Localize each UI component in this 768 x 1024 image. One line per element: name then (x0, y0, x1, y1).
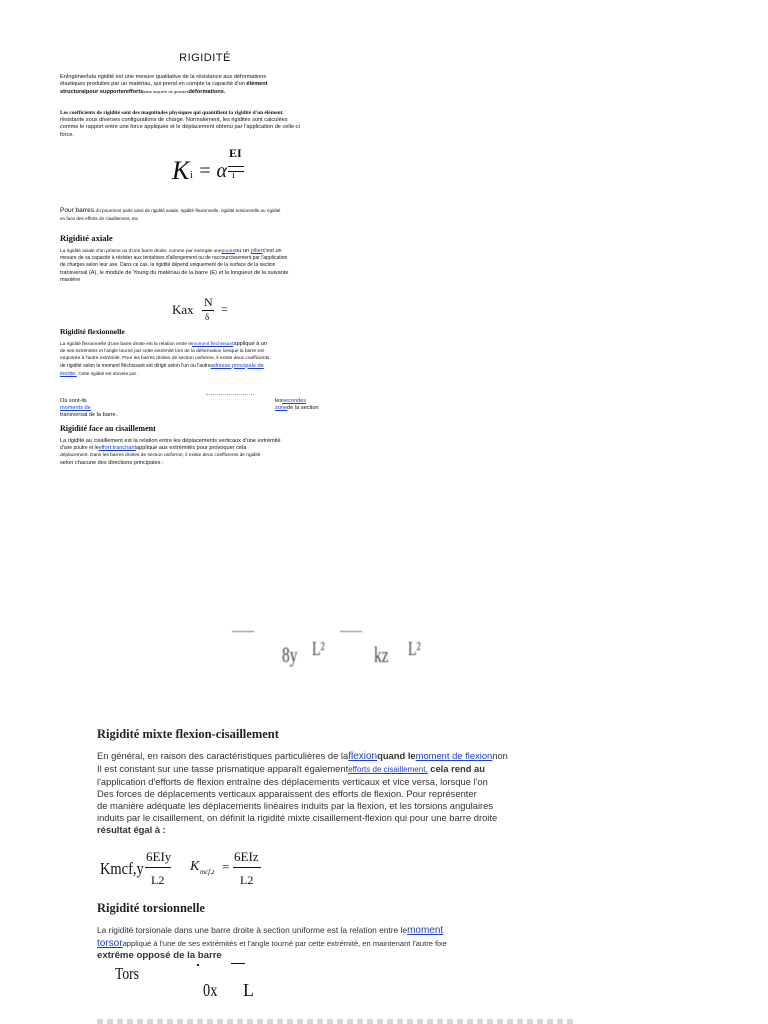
mixte-formula-1-num: 6EIy (146, 849, 172, 864)
ou-sont-right-2: zonede la section (275, 405, 319, 412)
coefficients-paragraph (60, 110, 350, 139)
page-title: RIGIDITÉ (179, 52, 231, 64)
axiale-formula (172, 294, 242, 324)
link-torsor[interactable]: torsor (97, 938, 123, 949)
mixte-formula-1-left: Kmcf,y (100, 859, 144, 878)
ou-sont-right (275, 398, 345, 412)
intro-line-3: structuralpour supportereffortssans acquérir de grandesdéformations. (60, 89, 226, 96)
torsionnelle-line-3: extrême opposé de la barre (97, 950, 222, 961)
heading-mixte: Rigidité mixte flexion-cisaillement (97, 727, 279, 741)
axiale-line-5: manière (60, 276, 81, 283)
intro-line-2: élastiques produites par un matériau, qui prend en compte la capacité d'un élément (60, 81, 268, 88)
shear-formula-dash-1 (232, 631, 254, 632)
cisaillement-line-3: déplacement. Dans les barres droites de section uniforme, il existe deux coefficients de rigidité (60, 453, 261, 459)
ou-sont-left-2 (60, 405, 180, 412)
mixte-line-5: de manière adéquate les déplacements linéaires induits par la flexion, et les torsions angulaires (97, 800, 494, 811)
link-moments-de[interactable]: moments de (60, 405, 91, 412)
axiale-formula-num: N (204, 295, 213, 309)
ou-sont-left (60, 398, 180, 420)
ou-sont-right-1: lessecondes (275, 398, 307, 404)
intro-paragraph (60, 74, 348, 97)
mixte-formula-2-k: K (190, 859, 200, 874)
heading-axiale: Rigidité axiale (60, 233, 113, 243)
barres-line-2: en face des efforts de cisaillement, etc. (60, 216, 140, 222)
mixte-formula-1 (100, 846, 190, 892)
link-pilier[interactable]: pilier (250, 248, 263, 254)
mixte-formula-2 (190, 846, 280, 892)
mixte-formula-1-den: L2 (151, 873, 165, 887)
torsionnelle-line-2: torsorappliqué à l'une de ses extrémités et l'angle tourné par cette extrémité, en maintenant l'autre fixe (97, 938, 447, 949)
flexionnelle-line-4: de rigidité selon le moment fléchissant est dirigé selon l'un ou l'autreadresse principale de (60, 362, 264, 369)
cisaillement-line-2: d'une poutre et leeffort tranchantappliqué aux extrémités pour provoquer cela (60, 445, 247, 452)
link-poutre[interactable]: poutre (221, 249, 236, 254)
torsion-formula-dot (197, 964, 199, 966)
coefficients-line-4: force. (60, 131, 74, 138)
axiale-formula-bar (202, 310, 214, 311)
flexionnelle-line-1: La rigidité flexionnelle d'une barre droite est la relation entre lemoment fléchissantappliqué à un (60, 341, 268, 347)
flexionnelle-line-5: inertie. Cette rigidité est donnée par : (60, 370, 139, 377)
heading-cisaillement: Rigidité face au cisaillement (60, 424, 156, 433)
axiale-line-2: mesure de sa capacité à résister aux tentatives d'allongement ou de raccourcissement par l'application (60, 255, 288, 262)
mixte-paragraph (97, 750, 587, 836)
link-moment-flechissant[interactable]: moment fléchissant (192, 342, 234, 347)
torsionnelle-paragraph (97, 924, 587, 962)
shear-formula-dash-2 (340, 631, 362, 632)
link-moment-de-flexion[interactable]: moment de flexion (415, 750, 493, 761)
torsion-formula-den: L (243, 980, 254, 1000)
mixte-formula-2-sub: mcf,z (200, 868, 215, 876)
axiale-formula-left: Kax (172, 302, 194, 317)
coefficients-line-3: comme le rapport entre une force appliquée et le déplacement obtenu par l'application de celle-ci (60, 124, 300, 131)
shear-formula-a: 8y (282, 642, 298, 667)
link-flexion[interactable]: flexion (348, 751, 378, 762)
main-formula-eq: = α (198, 160, 227, 182)
link-inertie[interactable]: inertie. (60, 370, 77, 377)
shear-formula-d: L² (408, 638, 421, 660)
shear-formula-c: kz (374, 642, 389, 667)
heading-torsionnelle: Rigidité torsionnelle (97, 901, 205, 915)
ou-sont-left-1: Où sont-ils (60, 398, 87, 404)
shear-formula-image (232, 628, 432, 688)
coefficients-line-1: Les coefficients de rigidité sont des magnitudes physiques qui quantifient la rigidité d'un élément. (60, 110, 284, 116)
ou-sont-left-3: transversal de la barre. (60, 412, 118, 419)
axiale-line-1: La rigidité axiale d'un prisme ou d'une barre droite, comme par exemple unepoutreou un pilierc'est un (60, 248, 282, 254)
mixte-line-7: résultat égal à : (97, 824, 166, 835)
main-formula-k: K (172, 156, 190, 185)
axiale-paragraph (60, 248, 350, 284)
shear-formula-b: L² (312, 638, 325, 660)
intro-line-1: Enİngénierİela rigidité est une mesure qualitative de la résistance aux déformations (60, 74, 267, 80)
mixte-formula-2-bar (233, 867, 261, 868)
coefficients-line-2: résistante sous diverses configurations de charge. Normalement, les rigidités sont calculées (60, 117, 288, 124)
mixte-line-3: l'application d'efforts de flexion entraîne des déplacements verticaux et vice versa, lorsque l'on (97, 776, 488, 787)
mixte-formula-2-den: L2 (240, 873, 254, 887)
mixte-line-6: induits par le cisaillement, on définit la rigidité mixte cisaillement-flexion qui pour une barre droite (97, 812, 498, 823)
main-formula (172, 146, 252, 186)
main-formula-sub: i (190, 170, 193, 181)
barres-paragraph (60, 207, 350, 222)
link-adresse-principale[interactable]: adresse principale de (210, 362, 264, 369)
mixte-formula-2-num: 6EIz (234, 849, 259, 864)
main-formula-frac-top: EI (229, 146, 242, 160)
mixte-line-4: Des forces de déplacements verticaux apparaissent des efforts de flexion. Pour représenter (97, 788, 477, 799)
torsion-formula-left: Tors (115, 964, 139, 983)
cutoff-text-line (97, 1019, 577, 1024)
torsion-formula-bar (231, 963, 245, 964)
flexionnelle-line-3: empotrée à l'autre extrémité. Pour les barres droites de section uniforme, il existe deux coefficients. (60, 356, 271, 362)
mixte-line-1: En général, en raison des caractéristiques particulières de laflexionquand lemoment de flexionnon (97, 750, 508, 762)
link-moment[interactable]: moment (407, 925, 444, 936)
heading-flexionnelle: Rigidité flexionnelle (60, 327, 125, 336)
cisaillement-paragraph (60, 438, 350, 467)
link-zone[interactable]: zone (275, 405, 288, 412)
cisaillement-line-1: La rigidité au cisaillement est la relation entre les déplacements verticaux d'une extrémité (60, 438, 281, 444)
link-secondes[interactable]: secondes (282, 398, 307, 404)
main-formula-fraction-bar-2 (228, 171, 244, 172)
link-effort-tranchant[interactable]: effort tranchant (98, 445, 137, 452)
axiale-line-4: transversal (A), le module de Young du matériau de la barre (E) et la longueur de la suivante (60, 269, 289, 276)
torsion-formula (115, 960, 275, 1008)
axiale-line-3: de charges selon leur axe. Dans ce cas, la rigidité dépend uniquement de la surface de la section (60, 262, 276, 269)
mixte-formula-2-eq: = (222, 859, 230, 874)
axiale-formula-den: δ (205, 312, 210, 322)
flexionnelle-paragraph (60, 341, 350, 378)
mixte-formula-1-bar (145, 867, 171, 868)
link-efforts-de-cisaillement[interactable]: efforts de cisaillement, (348, 765, 428, 774)
torsion-formula-num: 0x (203, 980, 218, 1000)
cisaillement-line-4: selon chacune des directions principales : (60, 459, 164, 466)
axiale-formula-eq: = (221, 302, 228, 316)
mixte-line-2: Il est constant sur une tasse prismatique apparaît égalementefforts de cisaillement, cela rend au (97, 763, 485, 774)
flexionnelle-formula-placeholder (206, 394, 254, 395)
torsionnelle-line-1: La rigidité torsionale dans une barre droite à section uniforme est la relation entre lemoment (97, 925, 444, 936)
main-formula-sub2: i (232, 170, 235, 181)
main-formula-fraction-bar (228, 166, 244, 167)
flexionnelle-line-2: de ses extrémités et l'angle tourné par cette extrémité lors de la déformation lorsque la barre est (60, 349, 264, 355)
barres-line-1: Pour barres ďu pourrions parle ainsi de rigidité axiale, rigidité flexionnelle, rigidité torsionnelle ou rigidité (60, 207, 281, 214)
